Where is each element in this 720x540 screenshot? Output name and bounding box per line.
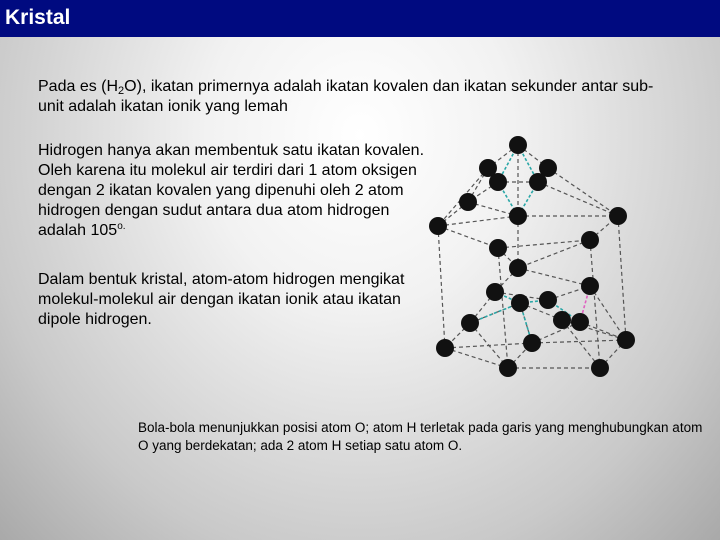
oxygen-atom	[581, 231, 599, 249]
lattice-bond	[445, 343, 532, 348]
lattice-bond	[548, 168, 618, 216]
oxygen-atom	[617, 331, 635, 349]
oxygen-atom	[489, 239, 507, 257]
diagram-caption: Bola-bola menunjukkan posisi atom O; atom H terletak pada garis yang menghubungkan atom O yang berdekatan; ada 2 atom H setiap satu atom O.	[138, 420, 703, 453]
oxygen-atom	[553, 311, 571, 329]
lattice-bond	[532, 340, 626, 343]
lattice-bond	[538, 182, 618, 216]
lattice-bond	[518, 240, 590, 268]
paragraph-hydrogen-covalent-text: Hidrogen hanya akan membentuk satu ikatan kovalen. Oleh karena itu molekul air terdiri dari 1 atom oksigen dengan 2 ikatan kovalen yang dipenuhi oleh 2 atom hidrogen dengan sudut antara dua atom hidrogen adalah 105	[38, 142, 425, 239]
oxygen-atom	[459, 193, 477, 211]
oxygen-atom	[436, 339, 454, 357]
oxygen-atom	[509, 136, 527, 154]
lattice-bond	[445, 348, 508, 368]
oxygen-atom	[489, 173, 507, 191]
paragraph-ice-bonds-part1: Pada es (H	[38, 78, 119, 95]
oxygen-atom	[511, 294, 529, 312]
oxygen-atom	[509, 207, 527, 225]
oxygen-atom	[523, 334, 541, 352]
oxygen-atom	[571, 313, 589, 331]
slide-title: Kristal	[5, 6, 71, 29]
lattice-bond	[618, 216, 626, 340]
lattice-bond	[518, 268, 590, 286]
lattice-bond	[590, 240, 600, 368]
oxygen-atom	[486, 283, 504, 301]
oxygen-atom	[509, 259, 527, 277]
degree-superscript: o.	[117, 221, 126, 232]
subscript-2: 2	[118, 85, 125, 97]
lattice-bond	[498, 240, 590, 248]
oxygen-atom	[539, 291, 557, 309]
lattice-bond	[498, 248, 508, 368]
oxygen-atom	[609, 207, 627, 225]
paragraph-crystal-form: Dalam bentuk kristal, atom-atom hidrogen mengikat molekul-molekul air dengan ikatan ionik atau ikatan dipole hidrogen.	[38, 271, 405, 328]
oxygen-atom	[581, 277, 599, 295]
lattice-bond	[438, 216, 518, 226]
lattice-bond	[438, 226, 498, 248]
paragraph-ice-bonds-part2: O), ikatan primernya adalah ikatan kovalen dan ikatan sekunder antar sub-unit adalah ikatan ionik yang lemah	[38, 78, 654, 115]
oxygen-atom	[461, 314, 479, 332]
oxygen-atom	[499, 359, 517, 377]
oxygen-atom	[429, 217, 447, 235]
lattice-bond	[438, 226, 445, 348]
oxygen-atom	[529, 173, 547, 191]
oxygen-atom	[591, 359, 609, 377]
